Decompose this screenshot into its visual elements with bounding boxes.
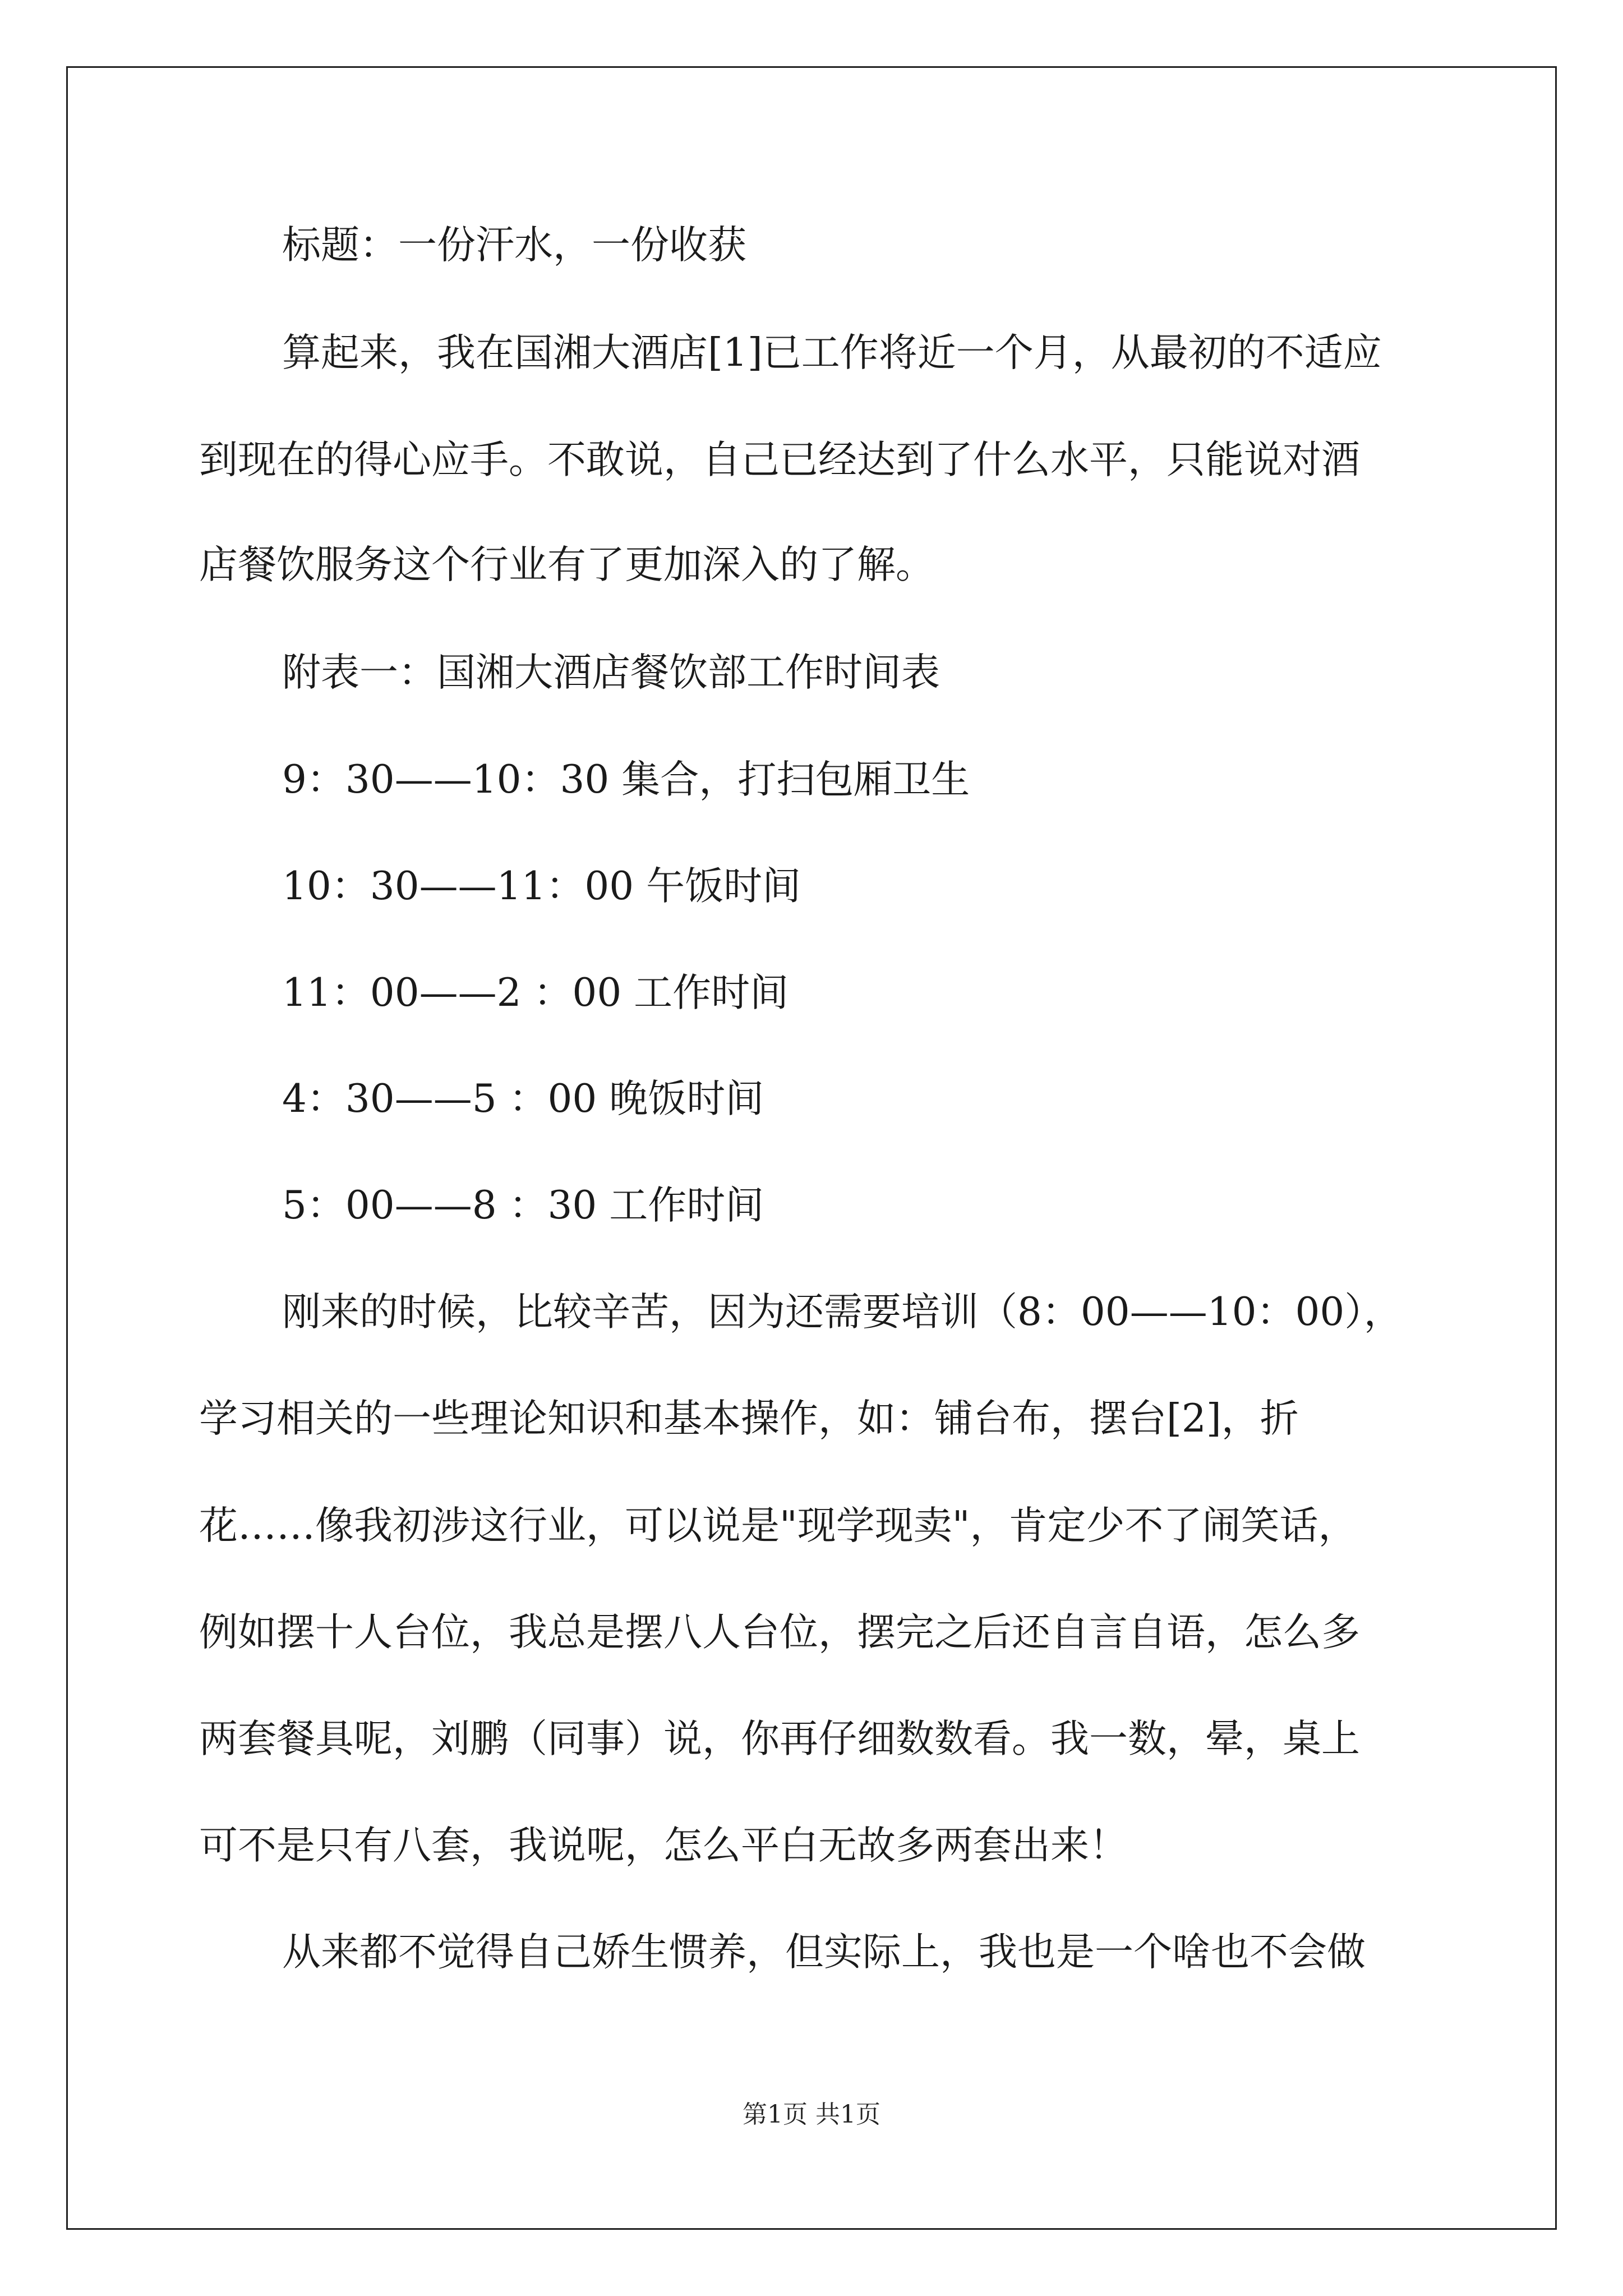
- text-line: 10：30——11：00 午饭时间: [282, 864, 801, 909]
- text-line: 学习相关的一些理论知识和基本操作，如：铺台布，摆台[2]，折: [199, 1396, 1299, 1441]
- text-line: 两套餐具呢，刘鹏（同事）说，你再仔细数数看。我一数，晕，桌上: [199, 1717, 1360, 1761]
- text-line: 9：30——10：30 集合，打扫包厢卫生: [282, 757, 970, 802]
- text-line: 例如摆十人台位，我总是摆八人台位，摆完之后还自言自语，怎么多: [199, 1610, 1360, 1655]
- text-line: 花……像我初涉这行业，可以说是"现学现卖"，肯定少不了闹笑话，: [199, 1503, 1357, 1548]
- text-line: 11：00——2 ：00 工作时间: [282, 970, 789, 1015]
- page-footer: 第1页 共1页: [743, 2100, 880, 2129]
- text-line: 店餐饮服务这个行业有了更加深入的了解。: [199, 542, 934, 587]
- text-line: 算起来，我在国湘大酒店[1]已工作将近一个月，从最初的不适应: [282, 330, 1382, 375]
- text-line: 从来都不觉得自己娇生惯养，但实际上，我也是一个啥也不会做: [282, 1930, 1366, 1975]
- text-line: 5：00——8 ：30 工作时间: [282, 1183, 764, 1228]
- text-line: 标题：一份汗水，一份收获: [282, 223, 746, 268]
- text-line: 可不是只有八套，我说呢，怎么平白无故多两套出来！: [199, 1823, 1128, 1868]
- text-line: 刚来的时候，比较辛苦，因为还需要培训（8：00——10：00），: [282, 1290, 1403, 1335]
- text-line: 4：30——5 ：00 晚饭时间: [282, 1076, 764, 1121]
- text-line: 到现在的得心应手。不敢说，自己已经达到了什么水平，只能说对酒: [199, 438, 1360, 482]
- text-line: 附表一：国湘大酒店餐饮部工作时间表: [282, 650, 940, 695]
- page-border: [66, 66, 1557, 2230]
